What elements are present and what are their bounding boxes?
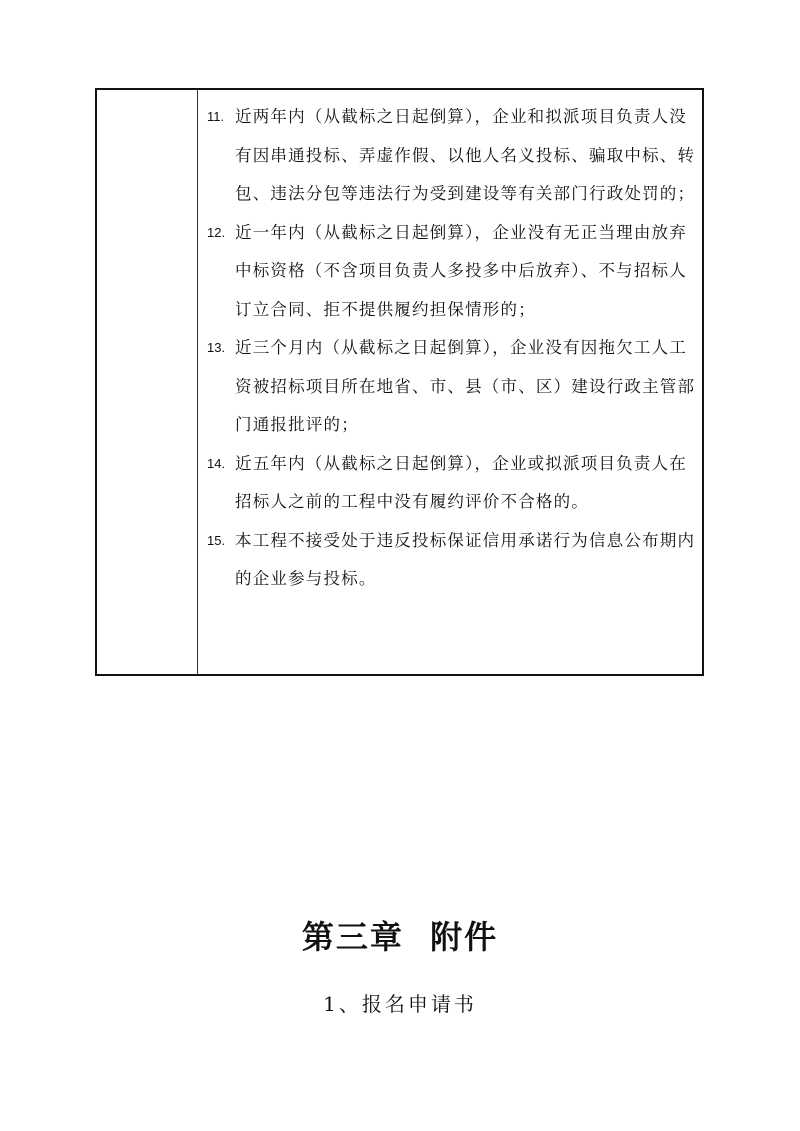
item-text: 本工程不接受处于违反投标保证信用承诺行为信息公布期内的企业参与投标。 — [235, 530, 696, 588]
list-item — [207, 329, 696, 445]
list-item — [207, 214, 696, 330]
item-text: 近一年内（从截标之日起倒算），企业没有无正当理由放弃中标资格（不含项目负责人多投多中后放弃）、不与招标人订立合同、拒不提供履约担保情形的； — [235, 222, 687, 319]
item-number: 13. — [207, 340, 226, 355]
item-text: 近五年内（从截标之日起倒算），企业或拟派项目负责人在招标人之前的工程中没有履约评价不合格的。 — [235, 453, 687, 511]
item-number: 15. — [207, 532, 226, 548]
table-right-cell — [199, 90, 702, 674]
table-left-cell — [97, 90, 198, 674]
item-number: 12. — [207, 224, 226, 240]
requirements-table — [95, 88, 704, 676]
item-text: 近两年内（从截标之日起倒算），企业和拟派项目负责人没有因串通投标、弄虚作假、以他人名义投标、骗取中标、转包、违法分包等违法行为受到建设等有关部门行政处罚的； — [235, 107, 696, 203]
item-number: 14. — [207, 455, 226, 471]
list-item — [207, 98, 696, 214]
item-text: 近三个月内（从截标之日起倒算），企业没有因拖欠工人工资被招标项目所在地省、市、县（市、区）建设行政主管部门通报批评的； — [235, 338, 696, 434]
list-item — [207, 522, 696, 599]
chapter-title: 第三章 附件 — [301, 918, 499, 956]
list-item — [207, 445, 696, 522]
item-number: 11. — [207, 109, 225, 124]
section-subtitle: 1、报名申请书 — [323, 992, 477, 1016]
